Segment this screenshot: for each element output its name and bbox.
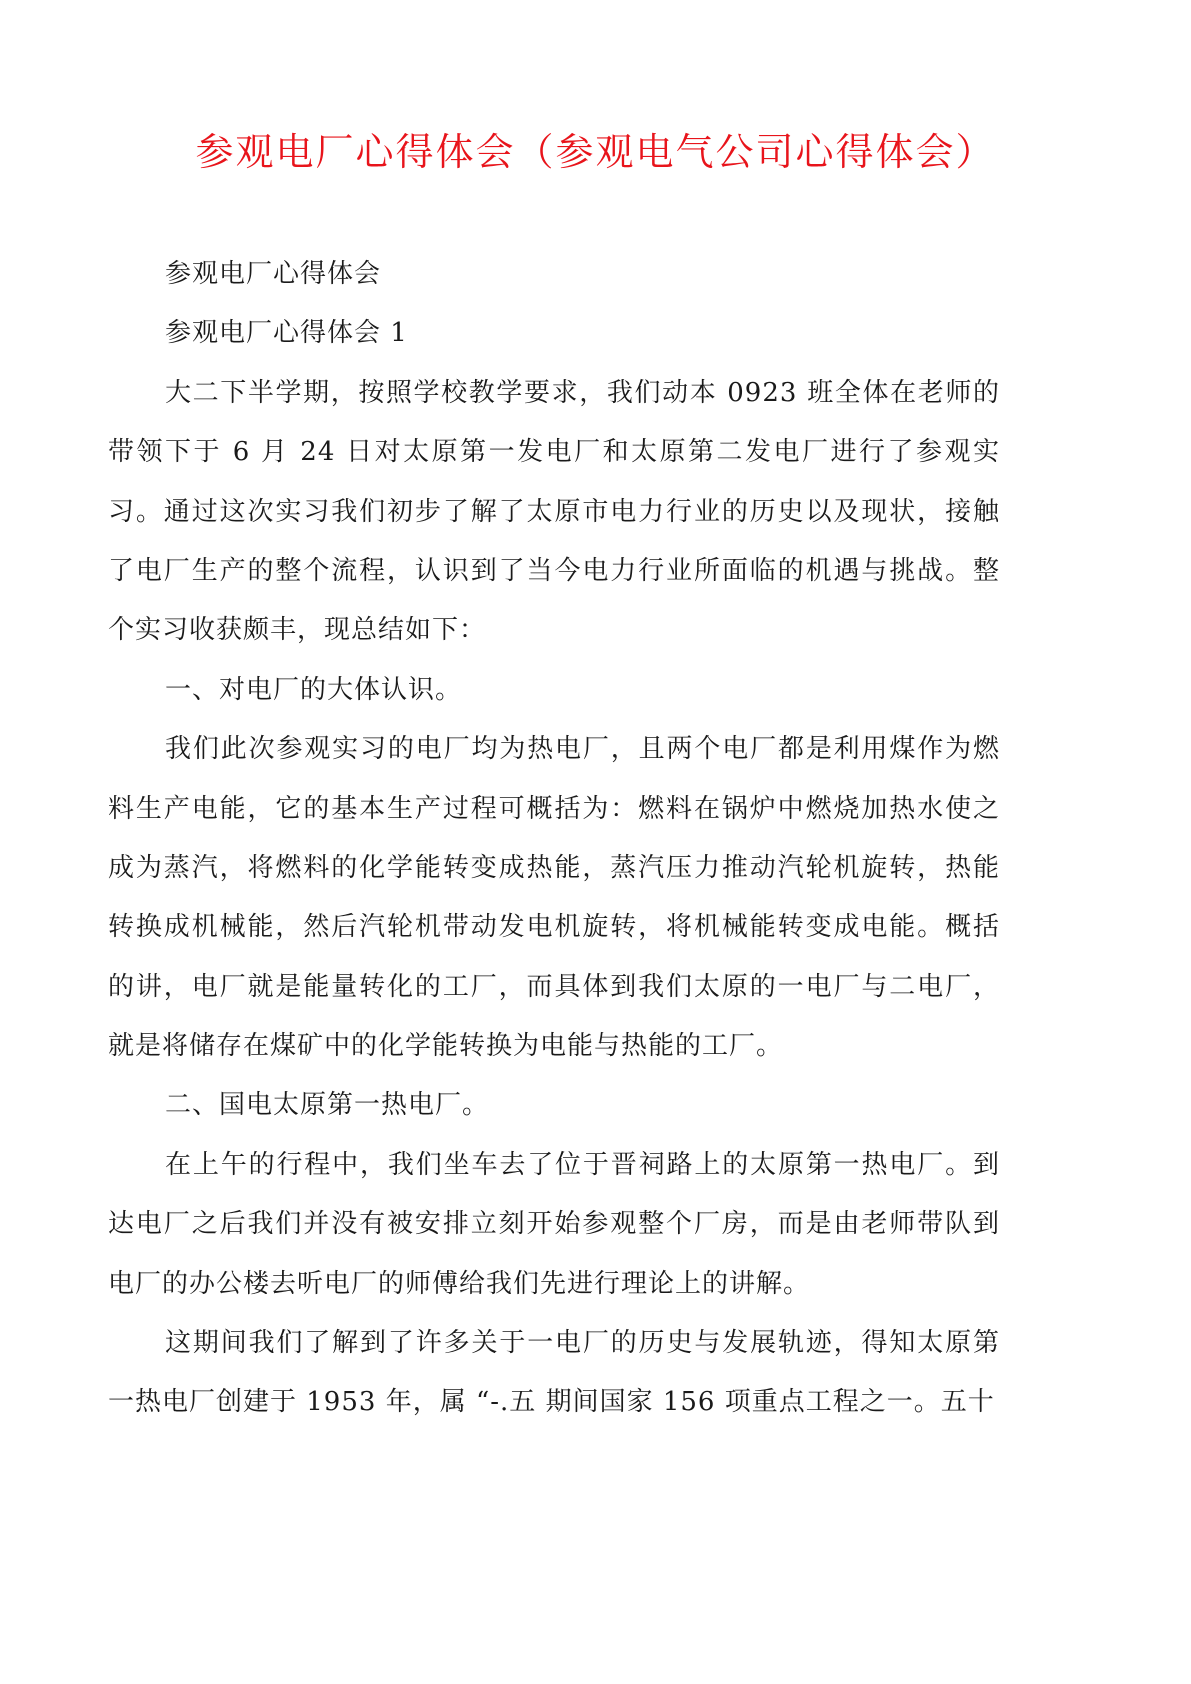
paragraph: [108, 304, 1000, 363]
text-line: 带领下于 6 月 24 日对太原第一发电厂和太原第二发电厂进行了参观实: [108, 437, 1000, 468]
text-line: 就是将储存在煤矿中的化学能转换为电能与热能的工厂。: [108, 1031, 784, 1062]
text-line: 我们此次参观实习的电厂均为热电厂，且两个电厂都是利用煤作为燃: [165, 734, 1000, 765]
paragraph: [108, 1076, 1000, 1135]
text-line: 达电厂之后我们并没有被安排立刻开始参观整个厂房，而是由老师带队到: [108, 1209, 1000, 1240]
text-line: 了电厂生产的整个流程，认识到了当今电力行业所面临的机遇与挑战。整: [108, 555, 1000, 586]
text-line: 参观电厂心得体会 1: [165, 318, 408, 349]
text-line: 成为蒸汽，将燃料的化学能转变成热能，蒸汽压力推动汽轮机旋转，热能: [108, 852, 1000, 883]
paragraph: [108, 720, 1000, 1076]
paragraph: [108, 245, 1000, 304]
paragraph: [108, 661, 1000, 720]
text-line: 的讲，电厂就是能量转化的工厂，而具体到我们太原的一电厂与二电厂，: [108, 971, 1000, 1002]
text-line: 一、对电厂的大体认识。: [165, 674, 463, 705]
text-line: 在上午的行程中，我们坐车去了位于晋祠路上的太原第一热电厂。到: [165, 1149, 1000, 1180]
text-line: 二、国电太原第一热电厂。: [165, 1090, 490, 1121]
text-line: 习。通过这次实习我们初步了解了太原市电力行业的历史以及现状，接触: [108, 496, 1000, 527]
paragraph: [108, 364, 1000, 661]
text-line: 参观电厂心得体会: [165, 259, 382, 289]
text-line: 大二下半学期，按照学校教学要求，我们动本 0923 班全体在老师的: [165, 377, 1000, 408]
text-line: 料生产电能，它的基本生产过程可概括为：燃料在锅炉中燃烧加热水使之: [108, 793, 1000, 824]
document-body: [108, 245, 1000, 1433]
paragraph: [108, 1314, 1000, 1433]
text-line: 个实习收获颇丰，现总结如下：: [108, 615, 487, 646]
text-line: 一热电厂创建于 1953 年，属 “-.五 期间国家 156 项重点工程之一。五十: [108, 1387, 995, 1418]
text-line: 转换成机械能，然后汽轮机带动发电机旋转，将机械能转变成电能。概括: [108, 912, 1000, 943]
text-line: 这期间我们了解到了许多关于一电厂的历史与发展轨迹，得知太原第: [165, 1328, 1000, 1359]
text-line: 电厂的办公楼去听电厂的师傅给我们先进行理论上的讲解。: [108, 1268, 811, 1299]
paragraph: [108, 1136, 1000, 1314]
document-title: 参观电厂心得体会（参观电气公司心得体会）: [195, 130, 996, 174]
